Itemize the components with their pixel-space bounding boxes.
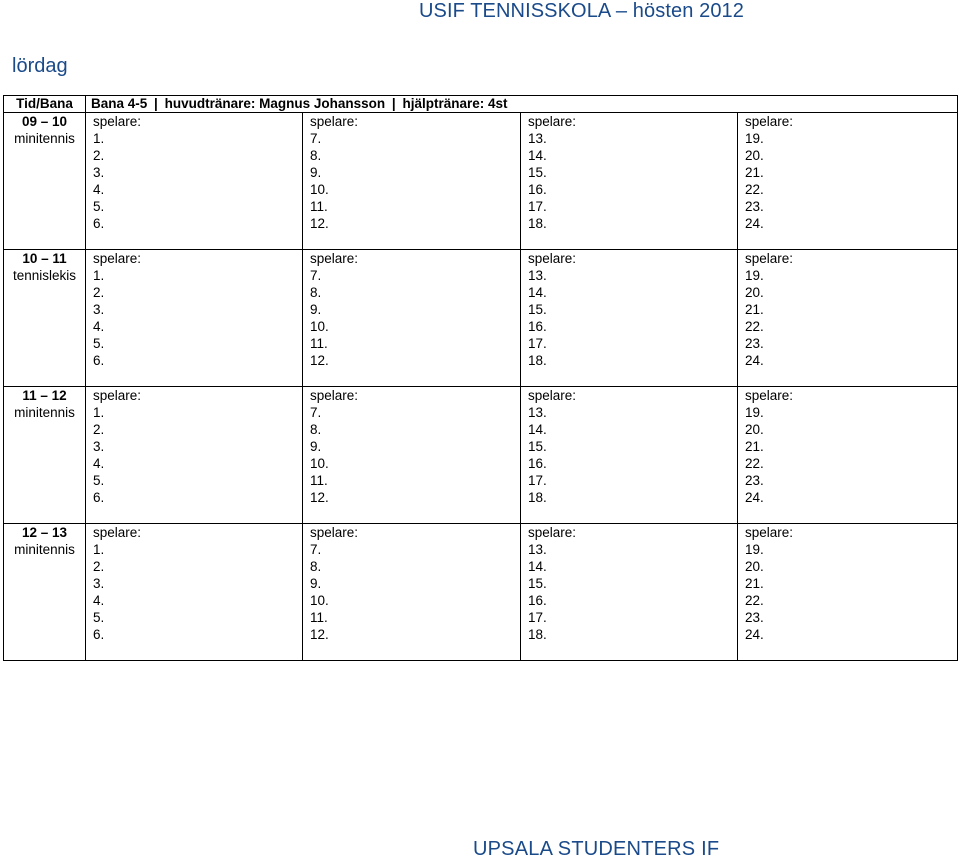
player-slot[interactable]: 9. (310, 576, 322, 591)
players-label: spelare: (93, 388, 142, 403)
player-slot[interactable]: 8. (310, 559, 322, 574)
player-slot[interactable]: 9. (310, 302, 322, 317)
schedule-table (3, 95, 958, 661)
player-slot[interactable]: 3. (93, 165, 105, 180)
player-slot[interactable]: 5. (93, 610, 105, 625)
player-slot[interactable]: 1. (93, 542, 105, 557)
player-slot[interactable]: 4. (93, 182, 105, 197)
player-slot[interactable]: 4. (93, 456, 105, 471)
player-group-cell[interactable] (738, 250, 958, 387)
court-info-header (86, 96, 958, 113)
player-slot[interactable]: 19. (745, 268, 764, 283)
schedule-body (4, 113, 958, 661)
player-slot[interactable]: 23. (745, 610, 764, 625)
players-label: spelare: (310, 388, 359, 403)
player-slot[interactable]: 6. (93, 353, 105, 368)
court-label: Bana 4-5 (91, 96, 148, 111)
player-slot[interactable]: 12. (310, 353, 329, 368)
separator: | (391, 96, 396, 111)
player-slot[interactable]: 20. (745, 285, 764, 300)
player-group-cell[interactable] (303, 113, 521, 250)
players-label: spelare: (310, 114, 359, 129)
table-row (4, 524, 958, 661)
player-slot[interactable]: 7. (310, 405, 322, 420)
player-slot[interactable]: 15. (528, 302, 547, 317)
player-slot[interactable]: 1. (93, 131, 105, 146)
player-slot[interactable]: 2. (93, 148, 105, 163)
time-column-header: Tid/Bana (4, 96, 86, 113)
player-slot[interactable]: 6. (93, 490, 105, 505)
players-label: spelare: (745, 388, 794, 403)
time-range: 11 – 12 (22, 388, 67, 403)
activity-name: minitennis (14, 542, 75, 557)
player-slot[interactable]: 22. (745, 456, 764, 471)
activity-name: minitennis (14, 131, 75, 146)
player-slot[interactable]: 23. (745, 336, 764, 351)
player-group-cell[interactable] (521, 387, 738, 524)
player-slot[interactable]: 18. (528, 216, 547, 231)
player-slot[interactable]: 2. (93, 422, 105, 437)
head-coach-label: huvudtränare: (164, 96, 256, 111)
player-slot[interactable]: 20. (745, 559, 764, 574)
player-slot[interactable]: 22. (745, 319, 764, 334)
player-slot[interactable]: 20. (745, 422, 764, 437)
player-slot[interactable]: 17. (528, 336, 547, 351)
player-slot[interactable]: 12. (310, 490, 329, 505)
player-slot[interactable]: 24. (745, 216, 764, 231)
player-slot[interactable]: 19. (745, 542, 764, 557)
player-slot[interactable]: 24. (745, 490, 764, 505)
player-slot[interactable]: 18. (528, 627, 547, 642)
player-slot[interactable]: 21. (745, 439, 764, 454)
player-slot[interactable]: 13. (528, 268, 547, 283)
player-slot[interactable]: 5. (93, 473, 105, 488)
player-slot[interactable]: 3. (93, 576, 105, 591)
day-title: lördag (12, 55, 68, 77)
players-label: spelare: (745, 525, 794, 540)
table-row (4, 250, 958, 387)
player-slot[interactable]: 23. (745, 473, 764, 488)
player-slot[interactable]: 10. (310, 319, 329, 334)
player-slot[interactable]: 18. (528, 490, 547, 505)
player-slot[interactable]: 6. (93, 216, 105, 231)
player-slot[interactable]: 8. (310, 422, 322, 437)
player-slot[interactable]: 16. (528, 456, 547, 471)
player-slot[interactable]: 15. (528, 576, 547, 591)
player-slot[interactable]: 21. (745, 165, 764, 180)
time-slot-cell (4, 524, 86, 661)
player-slot[interactable]: 20. (745, 148, 764, 163)
player-group-cell[interactable] (86, 250, 303, 387)
player-slot[interactable]: 24. (745, 353, 764, 368)
player-slot[interactable]: 11. (310, 336, 328, 351)
player-slot[interactable]: 1. (93, 405, 105, 420)
player-slot[interactable]: 7. (310, 542, 322, 557)
player-slot[interactable]: 10. (310, 182, 329, 197)
player-slot[interactable]: 19. (745, 131, 764, 146)
time-slot-cell (4, 113, 86, 250)
player-slot[interactable]: 4. (93, 319, 105, 334)
table-row (4, 113, 958, 250)
player-slot[interactable]: 15. (528, 439, 547, 454)
player-slot[interactable]: 13. (528, 405, 547, 420)
player-slot[interactable]: 12. (310, 627, 329, 642)
player-slot[interactable]: 17. (528, 473, 547, 488)
player-group-cell[interactable] (738, 524, 958, 661)
player-slot[interactable]: 1. (93, 268, 105, 283)
player-slot[interactable]: 17. (528, 199, 547, 214)
player-slot[interactable]: 5. (93, 336, 105, 351)
players-label: spelare: (93, 114, 142, 129)
player-slot[interactable]: 10. (310, 456, 329, 471)
players-label: spelare: (93, 525, 142, 540)
players-label: spelare: (745, 114, 794, 129)
document-footer: UPSALA STUDENTERS IF (473, 838, 720, 860)
players-label: spelare: (310, 251, 359, 266)
player-slot[interactable]: 3. (93, 302, 105, 317)
player-slot[interactable]: 14. (528, 559, 547, 574)
players-label: spelare: (528, 388, 577, 403)
player-group-cell[interactable] (521, 524, 738, 661)
player-slot[interactable]: 6. (93, 627, 105, 642)
player-slot[interactable]: 17. (528, 610, 547, 625)
player-slot[interactable]: 12. (310, 216, 329, 231)
assistant-coach-label: hjälptränare: (402, 96, 485, 111)
player-slot[interactable]: 2. (93, 285, 105, 300)
player-slot[interactable]: 16. (528, 319, 547, 334)
player-slot[interactable]: 8. (310, 148, 322, 163)
document-header: USIF TENNISSKOLA – hösten 2012 (418, 0, 744, 22)
player-slot[interactable]: 3. (93, 439, 105, 454)
player-slot[interactable]: 16. (528, 593, 547, 608)
time-range: 10 – 11 (22, 251, 67, 266)
players-label: spelare: (745, 251, 794, 266)
player-group-cell[interactable] (738, 387, 958, 524)
player-slot[interactable]: 18. (528, 353, 547, 368)
players-label: spelare: (528, 114, 577, 129)
player-slot[interactable]: 14. (528, 148, 547, 163)
head-coach-name: Magnus Johansson (259, 96, 386, 111)
table-row (4, 387, 958, 524)
players-label: spelare: (93, 251, 142, 266)
player-slot[interactable]: 11. (310, 610, 328, 625)
player-slot[interactable]: 13. (528, 131, 547, 146)
player-slot[interactable]: 8. (310, 285, 322, 300)
player-slot[interactable]: 5. (93, 199, 105, 214)
player-group-cell[interactable] (303, 524, 521, 661)
time-slot-cell (4, 387, 86, 524)
player-slot[interactable]: 23. (745, 199, 764, 214)
player-slot[interactable]: 22. (745, 182, 764, 197)
player-group-cell[interactable] (521, 250, 738, 387)
player-slot[interactable]: 15. (528, 165, 547, 180)
player-slot[interactable]: 10. (310, 593, 329, 608)
assistant-coach-count: 4st (488, 96, 508, 111)
player-slot[interactable]: 11. (310, 199, 328, 214)
activity-name: minitennis (14, 405, 75, 420)
players-label: spelare: (528, 525, 577, 540)
player-slot[interactable]: 13. (528, 542, 547, 557)
player-slot[interactable]: 24. (745, 627, 764, 642)
player-group-cell[interactable] (86, 387, 303, 524)
time-range: 12 – 13 (21, 525, 68, 540)
player-slot[interactable]: 21. (745, 576, 764, 591)
player-slot[interactable]: 11. (310, 473, 328, 488)
player-slot[interactable]: 16. (528, 182, 547, 197)
separator: | (154, 96, 158, 111)
player-group-cell[interactable] (303, 250, 521, 387)
table-header-row (4, 96, 958, 113)
player-slot[interactable]: 2. (93, 559, 105, 574)
player-slot[interactable]: 14. (528, 285, 547, 300)
time-slot-cell (4, 250, 86, 387)
players-label: spelare: (310, 525, 359, 540)
player-slot[interactable]: 22. (745, 593, 764, 608)
player-group-cell[interactable] (738, 113, 958, 250)
player-slot[interactable]: 9. (310, 439, 322, 454)
activity-name: tennislekis (12, 268, 77, 283)
player-slot[interactable]: 19. (745, 405, 764, 420)
player-group-cell[interactable] (86, 524, 303, 661)
player-slot[interactable]: 4. (93, 593, 105, 608)
player-slot[interactable]: 9. (310, 165, 322, 180)
player-group-cell[interactable] (303, 387, 521, 524)
players-label: spelare: (528, 251, 577, 266)
player-slot[interactable]: 7. (310, 131, 322, 146)
player-group-cell[interactable] (86, 113, 303, 250)
player-slot[interactable]: 14. (528, 422, 547, 437)
player-slot[interactable]: 21. (745, 302, 764, 317)
time-range: 09 – 10 (21, 114, 68, 129)
player-slot[interactable]: 7. (310, 268, 322, 283)
player-group-cell[interactable] (521, 113, 738, 250)
